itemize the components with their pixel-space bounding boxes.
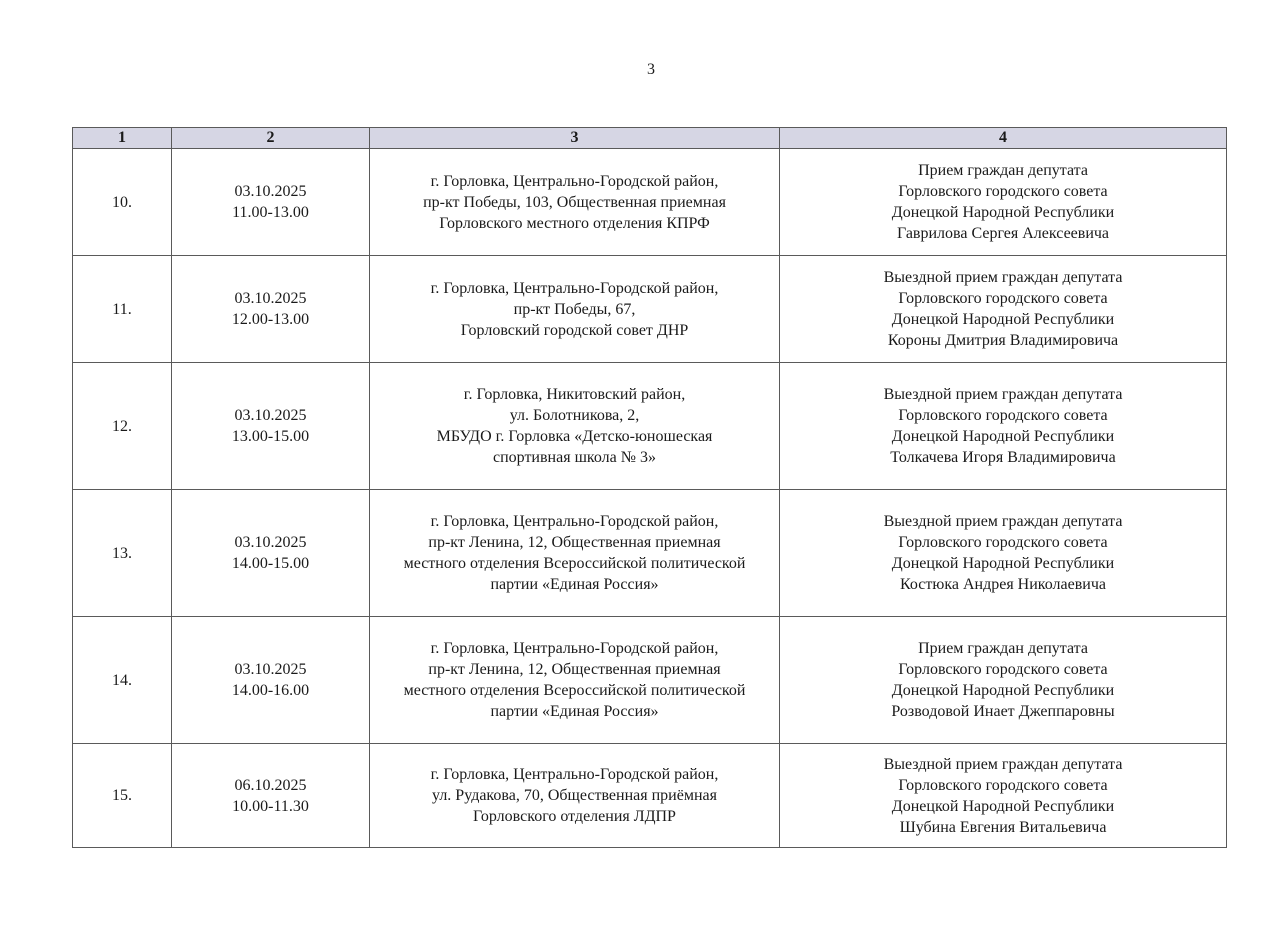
time: 14.00-15.00 <box>231 555 310 572</box>
description-line: Короны Дмитрия Владимировича <box>887 332 1119 349</box>
place-line: г. Горловка, Центрально-Городской район, <box>430 766 719 783</box>
place-line: г. Горловка, Центрально-Городской район, <box>430 172 719 190</box>
page-number: 3 <box>647 61 655 78</box>
table-row <box>73 744 1227 848</box>
place-line: спортивная школа № 3» <box>492 449 656 466</box>
header-col-1: 1 <box>73 128 172 149</box>
place-line: Горловского отделения ЛДПР <box>473 808 676 825</box>
place-line: г. Горловка, Центрально-Городской район, <box>430 279 719 297</box>
schedule-table <box>72 127 1227 848</box>
time: 14.00-16.00 <box>231 682 310 699</box>
header-col-2: 2 <box>172 128 370 149</box>
place-cell <box>370 490 780 617</box>
date-time-cell <box>172 149 370 256</box>
place-line: пр-кт Ленина, 12, Общественная приемная <box>428 661 721 678</box>
description-line: Донецкой Народной Республики <box>891 204 1115 221</box>
place-line: местного отделения Всероссийской политической <box>403 682 746 699</box>
time: 13.00-15.00 <box>231 428 310 445</box>
description-line: Донецкой Народной Республики <box>891 428 1115 445</box>
description-line: Выездной прием граждан депутата <box>883 755 1123 773</box>
description-line: Донецкой Народной Республики <box>891 797 1115 815</box>
time: 12.00-13.00 <box>231 311 310 328</box>
description-line: Шубина Евгения Витальевича <box>899 818 1107 836</box>
date-time-cell <box>172 490 370 617</box>
table-row <box>73 363 1227 490</box>
header-col-4: 4 <box>780 128 1227 149</box>
place-line: местного отделения Всероссийской политической <box>403 555 746 572</box>
description-cell <box>780 490 1227 617</box>
header-col-3: 3 <box>370 128 780 149</box>
date-time-cell <box>172 744 370 848</box>
description-line: Гаврилова Сергея Алексеевича <box>896 225 1110 242</box>
row-number: 10. <box>73 149 172 256</box>
table-header <box>73 128 1227 149</box>
table-row <box>73 490 1227 617</box>
description-line: Горловского городского совета <box>898 534 1108 551</box>
row-number: 12. <box>73 363 172 490</box>
row-number: 14. <box>73 617 172 744</box>
date: 03.10.2025 <box>234 183 307 200</box>
row-number: 13. <box>73 490 172 617</box>
description-line: Прием граждан депутата <box>918 162 1088 179</box>
place-cell <box>370 256 780 363</box>
place-line: пр-кт Ленина, 12, Общественная приемная <box>428 534 721 551</box>
description-cell <box>780 617 1227 744</box>
place-line: г. Горловка, Центрально-Городской район, <box>430 513 719 530</box>
description-line: Розводовой Инает Джеппаровны <box>891 703 1115 720</box>
table-row <box>73 617 1227 744</box>
place-line: МБУДО г. Горловка «Детско-юношеская <box>436 428 713 445</box>
description-line: Горловского городского совета <box>898 407 1108 424</box>
row-number: 11. <box>73 256 172 363</box>
place-line: Горловского местного отделения КПРФ <box>439 214 710 232</box>
description-cell <box>780 363 1227 490</box>
place-cell <box>370 363 780 490</box>
date-time-cell <box>172 363 370 490</box>
description-line: Выездной прием граждан депутата <box>883 269 1123 286</box>
place-cell <box>370 149 780 256</box>
date: 03.10.2025 <box>234 407 307 424</box>
date-time-cell <box>172 256 370 363</box>
place-cell <box>370 617 780 744</box>
description-line: Донецкой Народной Республики <box>891 311 1115 328</box>
description-line: Горловского городского совета <box>898 661 1108 678</box>
description-cell <box>780 744 1227 848</box>
header-row <box>73 128 1227 149</box>
description-line: Толкачева Игоря Владимировича <box>890 449 1116 466</box>
description-line: Горловского городского совета <box>898 776 1108 794</box>
description-line: Прием граждан депутата <box>918 640 1088 657</box>
description-line: Горловского городского совета <box>898 290 1108 307</box>
place-line: г. Горловка, Центрально-Городской район, <box>430 640 719 657</box>
place-line: Горловский городской совет ДНР <box>460 321 689 339</box>
date: 03.10.2025 <box>234 534 307 551</box>
time: 11.00-13.00 <box>232 204 309 221</box>
description-cell <box>780 256 1227 363</box>
place-line: пр-кт Победы, 67, <box>513 300 636 318</box>
table-body <box>73 149 1227 848</box>
description-line: Выездной прием граждан депутата <box>883 513 1123 530</box>
date: 06.10.2025 <box>234 776 307 794</box>
description-cell <box>780 149 1227 256</box>
time: 10.00-11.30 <box>232 797 309 815</box>
place-line: г. Горловка, Никитовский район, <box>463 386 686 403</box>
description-line: Костюка Андрея Николаевича <box>900 576 1106 593</box>
description-line: Донецкой Народной Республики <box>891 682 1115 699</box>
place-line: партии «Единая Россия» <box>490 703 659 720</box>
place-line: пр-кт Победы, 103, Общественная приемная <box>423 193 726 211</box>
row-number: 15. <box>73 744 172 848</box>
date: 03.10.2025 <box>234 661 307 678</box>
place-line: ул. Рудакова, 70, Общественная приёмная <box>432 787 717 804</box>
description-line: Выездной прием граждан депутата <box>883 386 1123 403</box>
place-line: партии «Единая Россия» <box>490 576 659 593</box>
table-row <box>73 256 1227 363</box>
table-row <box>73 149 1227 256</box>
date: 03.10.2025 <box>234 290 307 307</box>
description-line: Горловского городского совета <box>898 183 1108 200</box>
date-time-cell <box>172 617 370 744</box>
place-line: ул. Болотникова, 2, <box>509 407 640 424</box>
description-line: Донецкой Народной Республики <box>891 555 1115 572</box>
place-cell <box>370 744 780 848</box>
